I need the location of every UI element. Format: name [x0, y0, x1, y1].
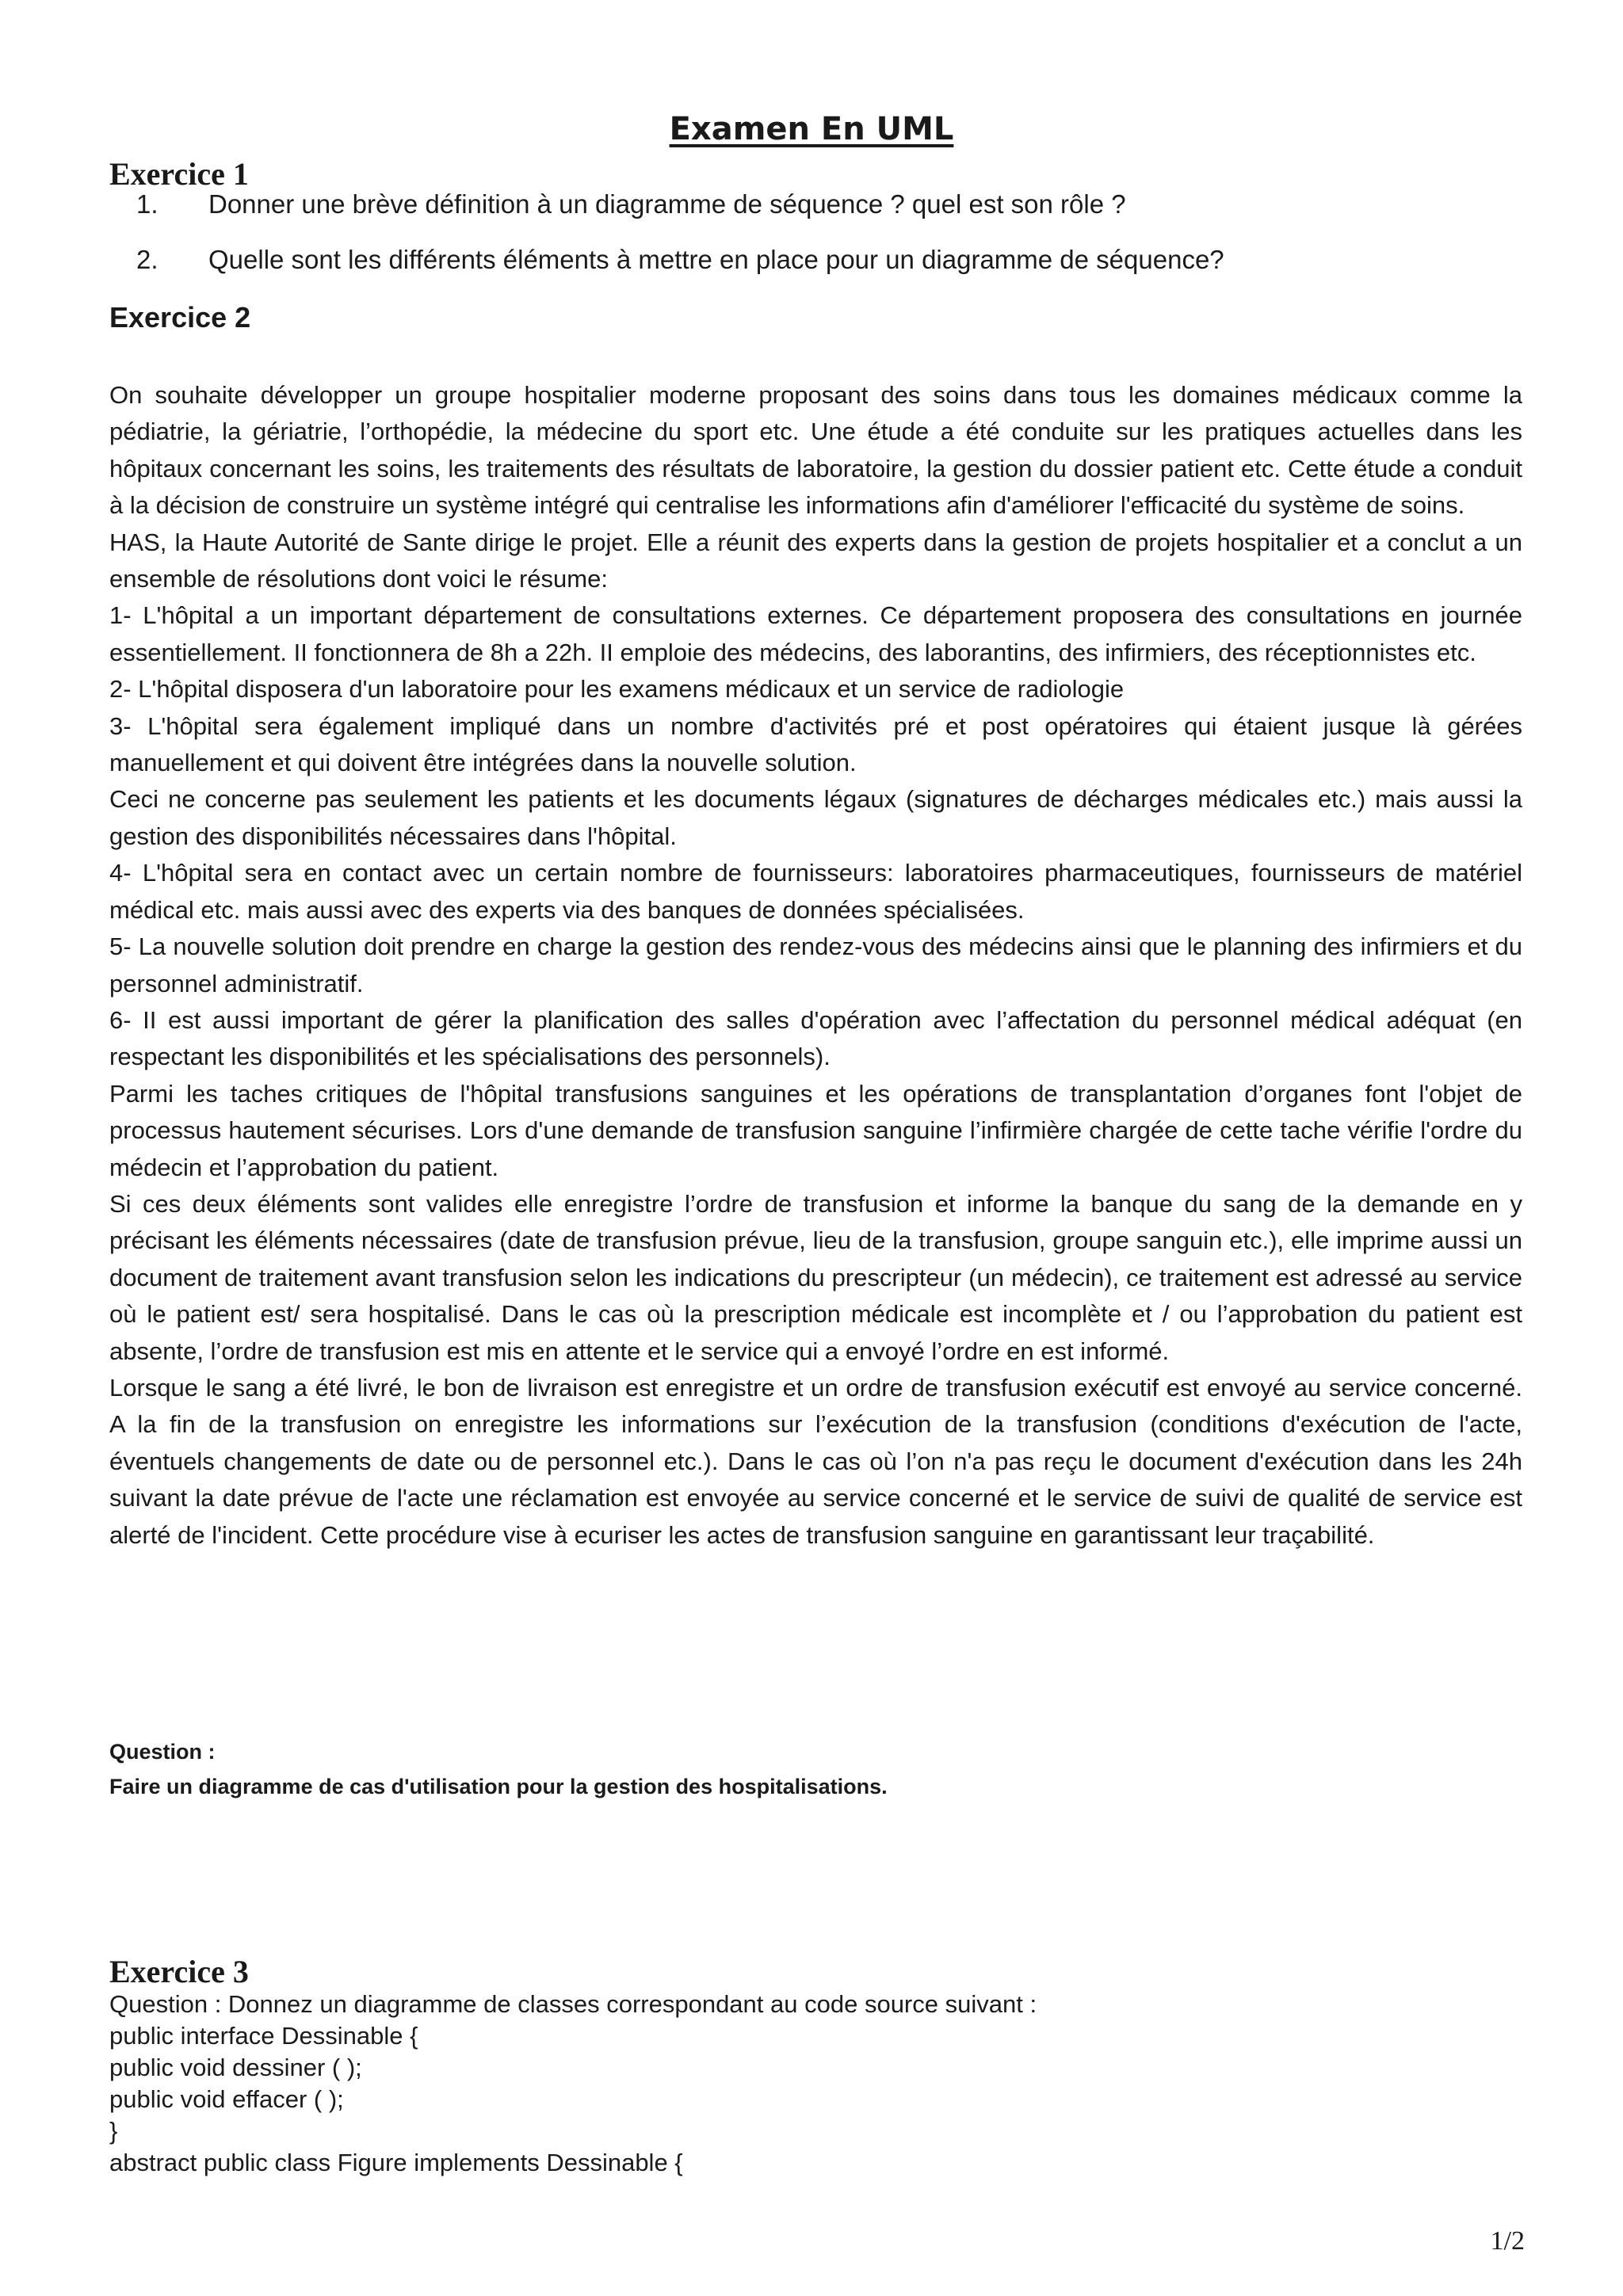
paragraph: 2- L'hôpital disposera d'un laboratoire pour les examens médicaux et un service de radiologie [109, 675, 1125, 704]
paragraph: HAS, la Haute Autorité de Sante dirige le projet. Elle a réunit des experts dans la gestion de projets hospitalier et a conclut a un ensemble de résolutions dont voici le résume: [109, 528, 1522, 593]
paragraph: 5- La nouvelle solution doit prendre en charge la gestion des rendez-vous des médecins ainsi que le planning des infirmiers et du personnel administratif. [109, 933, 1522, 997]
exercise-2-body [109, 377, 1522, 1554]
question-text: Donner une brève définition à un diagramme de séquence ? quel est son rôle ? [208, 189, 1126, 219]
exercise-1-questions [109, 189, 1528, 299]
code-line: abstract public class Figure implements Dessinable { [109, 2149, 683, 2176]
paragraph: 6- II est aussi important de gérer la planification des salles d'opération avec l’affectation du personnel médical adéquat (en respectant les disponibilités et les spécialisations des personnels). [109, 1005, 1522, 1071]
paragraph: Si ces deux éléments sont valides elle enregistre l’ordre de transfusion et informe la banque du sang de la demande en y précisant les éléments nécessaires (date de transfusion prévue, lieu de la transfusion, groupe sanguin etc.), elle imprime aussi un document de traitement avant transfusion selon les indications du prescripteur (un médecin), ce traitement est adressé au service où le patient est/ sera hospitalisé. Dans le cas où la prescription médicale est incomplète et / ou l’approbation du patient est absente, l’ordre de transfusion est mis en attente et le service qui a envoyé l’ordre en est informé. [109, 1189, 1522, 1365]
question-number: 1. [136, 189, 158, 219]
code-line: public void dessiner ( ); [109, 2054, 362, 2081]
exercise-3-heading: Exercice 3 [109, 1954, 249, 1989]
page-number: 1/2 [1490, 2226, 1525, 2256]
paragraph: Parmi les taches critiques de l'hôpital transfusions sanguines et les opérations de transplantation d’organes font l'objet de processus hautement sécurises. Lors d'une demande de transfusion sanguine l’infirmière chargée de cette tache vérifie l'ordre du médecin et l’approbation du patient. [109, 1079, 1522, 1181]
exercise-1-heading: Exercice 1 [109, 156, 249, 192]
question-text: Faire un diagramme de cas d'utilisation pour la gestion des hospitalisations. [109, 1775, 888, 1798]
paragraph: Ceci ne concerne pas seulement les patients et les documents légaux (signatures de décharges médicales etc.) mais aussi la gestion des disponibilités nécessaires dans l'hôpital. [109, 785, 1522, 850]
paragraph: 1- L'hôpital a un important département de consultations externes. Ce département proposera des consultations en journée essentiellement. II fonctionnera de 8h a 22h. II emploie des médecins, des laborantins, des infirmiers, des réceptionnistes etc. [109, 601, 1522, 666]
paragraph: Lorsque le sang a été livré, le bon de livraison est enregistre et un ordre de transfusion exécutif est envoyé au service concerné. A la fin de la transfusion on enregistre les informations sur l’exécution de la transfusion (conditions d'exécution de l'acte, éventuels changements de date ou de personnel etc.). Dans le cas où l’on n'a pas reçu le document d'exécution dans les 24h suivant la date prévue de l'acte une réclamation est envoyée au service concerné et le service de suivi de qualité de service est alerté de l'incident. Cette procédure vise à ecuriser les actes de transfusion sanguine en garantissant leur traçabilité. [109, 1373, 1522, 1549]
paragraph: 4- L'hôpital sera en contact avec un certain nombre de fournisseurs: laboratoires pharmaceutiques, fournisseurs de matériel médical etc. mais aussi avec des experts via des banques de données spécialisées. [109, 859, 1522, 924]
question-number: 2. [136, 245, 158, 274]
paragraph: 3- L'hôpital sera également impliqué dans un nombre d'activités pré et post opératoires qui étaient jusque là gérées manuellement et qui doivent être intégrées dans la nouvelle solution. [109, 711, 1522, 777]
code-line: } [109, 2117, 118, 2145]
exam-title: Examen En UML [669, 111, 954, 147]
question-text: Quelle sont les différents éléments à mettre en place pour un diagramme de séquence? [208, 245, 1224, 274]
code-line: Question : Donnez un diagramme de classes correspondant au code source suivant : [109, 1990, 1037, 2018]
list-item [109, 244, 1528, 299]
code-line: public void effacer ( ); [109, 2085, 344, 2113]
list-item [109, 189, 1528, 244]
code-line: public interface Dessinable { [109, 2022, 418, 2050]
question-label: Question : [109, 1740, 216, 1764]
exercise-2-heading: Exercice 2 [109, 301, 251, 334]
exercise-3-code [109, 1989, 1037, 2179]
paragraph: On souhaite développer un groupe hospitalier moderne proposant des soins dans tous les domaines médicaux comme la pédiatrie, la gériatrie, l’orthopédie, la médecine du sport etc. Une étude a été conduite sur les pratiques actuelles dans les hôpitaux concernant les soins, les traitements des résultats de laboratoire, la gestion du dossier patient etc. Cette étude a conduit à la décision de construire un système intégré qui centralise les informations afin d'améliorer l'efficacité du système de soins. [109, 381, 1522, 520]
